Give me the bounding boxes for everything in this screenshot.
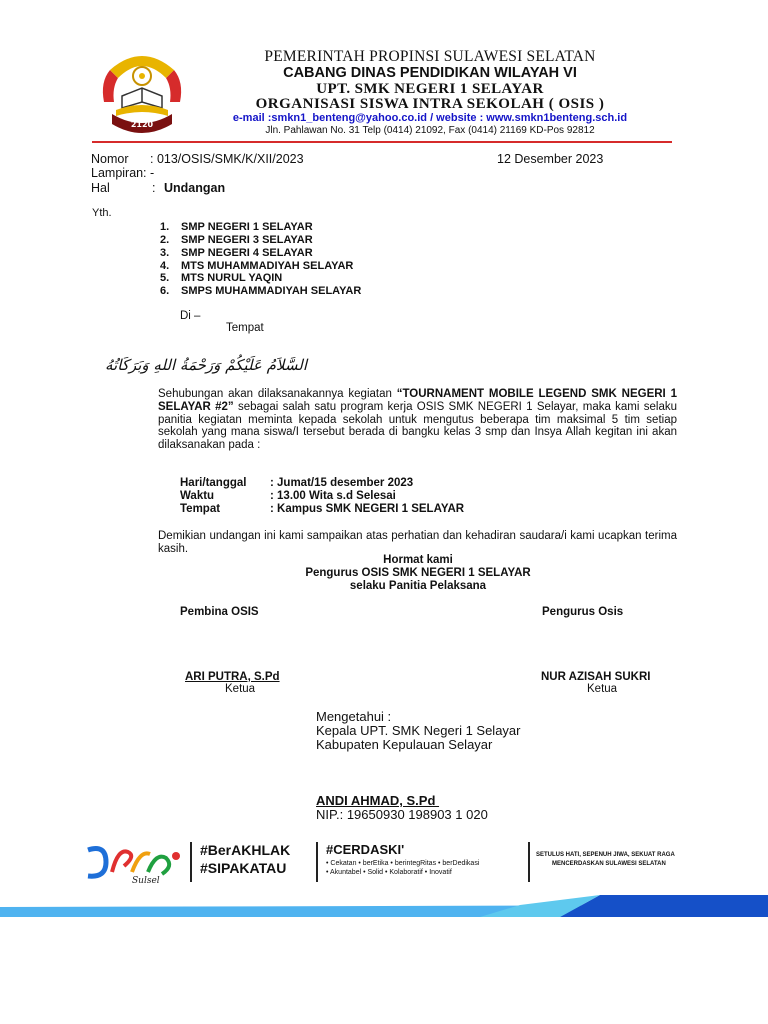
- tempat-label: Tempat: [226, 322, 264, 334]
- recipient-name: SMP NEGERI 4 SELAYAR: [181, 247, 313, 259]
- footer-wave-band: [0, 895, 768, 925]
- brand-subtext: Sulsel: [132, 876, 160, 884]
- recipient-name: SMP NEGERI 1 SELAYAR: [181, 221, 313, 233]
- recipient-number: 4.: [160, 260, 170, 272]
- acknowledge-line-1: Kepala UPT. SMK Negeri 1 Selayar: [316, 723, 521, 738]
- recipient-item: [160, 272, 282, 284]
- values-row-2: • Akuntabel • Solid • Kolaboratif • Inovatif: [326, 869, 452, 876]
- recipient-name: MTS NURUL YAQIN: [181, 272, 283, 284]
- letter-date: 12 Desember 2023: [497, 152, 604, 166]
- slogan-line-1: SETULUS HATI, SEPENUH JIWA, SEKUAT RAGA: [536, 852, 675, 858]
- letterhead-divider: [92, 141, 672, 143]
- right-signatory-name: NUR AZISAH SUKRI: [541, 671, 651, 683]
- tag-cerdaski: #CERDASKI': [326, 842, 405, 857]
- recipient-item: [160, 260, 353, 272]
- footer-divider: [528, 842, 530, 882]
- regards-line-3: selaku Panitia Pelaksana: [349, 580, 487, 592]
- right-signatory-title: Pengurus Osis: [542, 606, 624, 618]
- di-label: Di –: [180, 310, 201, 322]
- footer-divider: [190, 842, 192, 882]
- letterhead-contact: e-mail :smkn1_benteng@yahoo.co.id / website : www.smkn1benteng.sch.id: [232, 112, 628, 124]
- detail-key: Tempat: [180, 503, 221, 515]
- detail-value: : Kampus SMK NEGERI 1 SELAYAR: [270, 503, 465, 515]
- arabic-greeting-text: السَّلاَمُ عَلَيْكُمْ وَرَحْمَةُ اللهِ وَبَرَكَاتُهُ: [105, 356, 307, 374]
- recipient-item: [160, 247, 313, 259]
- closing-paragraph: Demikian undangan ini kami sampaikan atas perhatian dan kehadiran saudara/i kami ucapkan terima kasih.: [158, 530, 677, 555]
- intro-paragraph: [158, 388, 677, 452]
- detail-value: : Jumat/15 desember 2023: [270, 477, 414, 489]
- arabic-greeting: [105, 356, 307, 388]
- detail-value: : 13.00 Wita s.d Selesai: [270, 490, 396, 502]
- left-signatory-role: Ketua: [225, 683, 256, 695]
- principal-nip: NIP.: 19650930 198903 1 020: [316, 807, 488, 822]
- recipient-number: 6.: [160, 285, 170, 297]
- left-signatory-name: ARI PUTRA, S.Pd: [185, 671, 280, 683]
- regards-line-2: Pengurus OSIS SMK NEGERI 1 SELAYAR: [305, 567, 531, 579]
- letterhead-agency: CABANG DINAS PENDIDIKAN WILAYAH VI: [283, 65, 577, 81]
- tag-sipakatau: #SIPAKATAU: [200, 860, 287, 876]
- recipient-greeting: Yth.: [92, 207, 112, 219]
- principal-name: ANDI AHMAD, S.Pd: [316, 793, 440, 808]
- footer-brand-strip: [84, 838, 684, 890]
- slogan-line-2: MENCERDASKAN SULAWESI SELATAN: [552, 861, 666, 867]
- recipient-item: [160, 234, 313, 246]
- recipient-number: 5.: [160, 272, 170, 284]
- letterhead-government: PEMERINTAH PROPINSI SULAWESI SELATAN: [264, 48, 596, 65]
- lampiran-value: : -: [143, 166, 155, 180]
- intro-post: sebagai salah satu program kerja OSIS SMK NEGERI 1 Selayar, maka kami selaku panitia kegiatan meminta kepada sekolah untuk mengutus beberapa tim maksimal 5 tim setiap sekolah yang mana siswa/I tersebut berada di bangku kelas 3 smp dan Insya Allah kegitan ini akan dilaksanakan pada :: [158, 400, 677, 452]
- nomor-label: Nomor: [91, 152, 129, 166]
- recipient-number: 3.: [160, 247, 170, 259]
- emblem-year: 2120: [130, 120, 154, 129]
- acknowledge-line-2: Kabupaten Kepulauan Selayar: [316, 737, 493, 752]
- hal-separator: :: [152, 181, 156, 195]
- recipient-item: [160, 285, 361, 297]
- intro-pre: Sehubungan akan dilaksanakannya kegiatan: [158, 388, 397, 400]
- values-row-1: • Cekatan • berEtika • berintegRitas • berDedikasi: [326, 860, 480, 867]
- recipient-number: 2.: [160, 234, 170, 246]
- recipient-number: 1.: [160, 221, 170, 233]
- letterhead-address: Jln. Pahlawan No. 31 Telp (0414) 21092, Fax (0414) 21169 KD-Pos 92812: [265, 125, 595, 136]
- detail-key: Waktu: [180, 490, 215, 502]
- lampiran-label: Lampiran: [91, 166, 144, 180]
- recipient-item: [160, 221, 313, 233]
- right-signatory-role: Ketua: [587, 683, 618, 695]
- tag-berakhlak: #BerAKHLAK: [200, 842, 291, 858]
- school-emblem-icon: [96, 52, 188, 134]
- hal-label: Hal: [91, 181, 110, 195]
- acknowledge-label: Mengetahui :: [316, 709, 392, 724]
- footer-divider: [316, 842, 318, 882]
- disdik-logo-icon: [84, 842, 184, 884]
- event-name: “TOURNAMENT MOBILE LEGEND SMK NEGERI 1 SELAYAR #2”: [158, 388, 677, 413]
- detail-key: Hari/tanggal: [180, 477, 247, 489]
- hal-value: Undangan: [164, 181, 226, 195]
- recipient-name: MTS MUHAMMADIYAH SELAYAR: [181, 260, 354, 272]
- recipient-name: SMPS MUHAMMADIYAH SELAYAR: [181, 285, 362, 297]
- nomor-value: : 013/OSIS/SMK/K/XII/2023: [150, 152, 304, 166]
- letterhead-school: UPT. SMK NEGERI 1 SELAYAR: [316, 81, 544, 97]
- letterhead-organization: ORGANISASI SISWA INTRA SEKOLAH ( OSIS ): [255, 96, 605, 112]
- recipient-name: SMP NEGERI 3 SELAYAR: [181, 234, 313, 246]
- left-signatory-title: Pembina OSIS: [180, 606, 259, 618]
- regards-line-1: Hormat kami: [383, 554, 453, 566]
